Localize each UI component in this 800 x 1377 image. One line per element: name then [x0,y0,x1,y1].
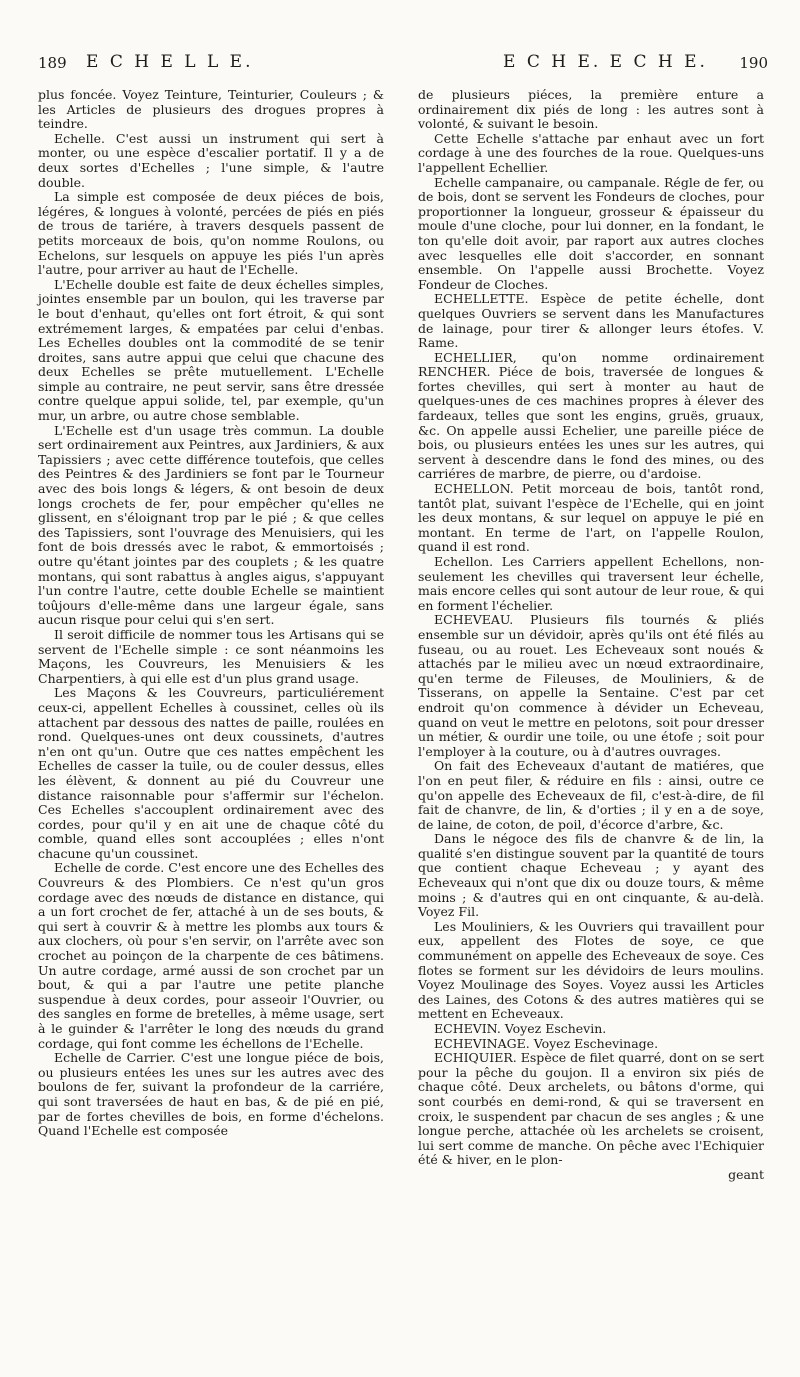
left-column [38,88,384,1139]
paragraph: Cette Echelle s'attache par enhaut avec un fort cordage à une des fourches de la roue. Quelques-uns l'appellent Echellier. [418,130,764,175]
paragraph: La simple est composée de deux piéces de bois, légéres, & longues à volonté, percées de piés en piés de trous de tariére, à travers desquels passent de petits morceaux de bois, qu'on nomme Roulons, ou Echelons, sur lesquels on appuye les piés l'un après l'autre, pour arriver au haut de l'Echelle. [38,189,384,278]
paragraph: Echelle de corde. C'est encore une des Echelles des Couvreurs & des Plombiers. Ce n'est qu'un gros cordage avec des nœuds de distance en distance, qui a un fort crochet de fer, attaché à un de ses bouts, & qui sert à couvrir & à mettre les plombs aux tours & aux clochers, où pour s'en servir, on l'arrête avec son crochet au poinçon de la charpente de ces bâtimens. Un autre cordage, armé aussi de son crochet par un bout, & qui a par l'autre une petite planche suspendue à deux cordes, pour asseoir l'Ouvrier, ou des sangles en forme de bretelles, à même usage, sert à le guinder & l'arrêter le long des nœuds du grand cordage, qui font comme les échellons de l'Echelle. [38,860,384,1051]
paragraph: de plusieurs piéces, la première enture a ordinairement dix piés de long : les autres sont à volonté, & suivant le besoin. [418,87,764,132]
page-header [38,52,768,84]
paragraph: L'Echelle est d'un usage très commun. La double sert ordinairement aux Peintres, aux Jardiniers, & aux Tapissiers ; avec cette différence toutefois, que celles des Peintres & des Jardiniers se font par le Tourneur avec des bois longs & légers, & ont besoin de deux longs crochets de fer, pour empêcher qu'elles ne glissent, en s'éloignant trop par le pié ; & que celles des Tapissiers, sont l'ouvrage des Menuisiers, qui les font de bois dressés avec le rabot, & emmortoisés ; outre qu'étant jointes par des couplets ; & les quatre montans, qui sont rabattus à angles aigus, s'appuyant l'un contre l'autre, cette double Echelle se maintient toûjours d'elle-même dans une largeur égale, sans aucun risque pour celui qui s'en sert. [38,422,384,628]
paragraph: Les Mouliniers, & les Ouvriers qui travaillent pour eux, appellent des Flotes de soye, ce que communément on appelle des Echeveaux de soye. Ces flotes se forment sur les dévidoirs de leurs moulins. Voyez Moulinage des Soyes. Voyez aussi les Articles des Laines, des Cotons & des autres matières qui se mettent en Echeveaux. [418,918,764,1022]
page-number-right: 190 [739,54,768,72]
right-column [418,88,764,1183]
catchword: geant [728,1166,764,1182]
paragraph: On fait des Echeveaux d'autant de matiéres, que l'on en peut filer, & réduire en fils : ainsi, outre ce qu'on appelle des Echeveaux de fil, c'est-à-dire, de fil fait de chanvre, de lin, & d'orties ; il y en a de soye, de laine, de coton, de poil, d'écorce d'arbre, &c. [418,758,764,832]
paragraph: Echelle de Carrier. C'est une longue piéce de bois, ou plusieurs entées les unes sur les autres avec des boulons de fer, suivant la profondeur de la carriére, qui sont traversées de haut en bas, & de pié en pié, par de fortes chevilles de bois, en forme d'échelons. Quand l'Echelle est composée [38,1050,384,1139]
paragraph: Il seroit difficile de nommer tous les Artisans qui se servent de l'Echelle simple : ce sont néanmoins les Maçons, les Couvreurs, les Menuisiers & les Charpentiers, à qui elle est d'un plus grand usage. [38,626,384,686]
paragraph: ECHEVIN. Voyez Eschevin. [434,1021,607,1036]
paragraph: ECHELLETTE. Espèce de petite échelle, dont quelques Ouvriers se servent dans les Manufactures de lainage, pour tirer & allonger leurs étofes. V. Rame. [418,291,764,351]
paragraph: Echelle. C'est aussi un instrument qui sert à monter, ou une espèce d'escalier portatif. Il y a de deux sortes d'Echelles ; l'une simple, & l'autre double. [38,130,384,190]
paragraph: Les Maçons & les Couvreurs, particuliérement ceux-ci, appellent Echelles à coussinet, celles où ils attachent par dessous des nattes de paille, roulées en rond. Quelques-unes ont deux coussinets, d'autres n'en ont qu'un. Outre que ces nattes empêchent les Echelles de casser la tuile, ou de couler dessus, elles les élèvent, & donnent au pié du Couvreur une distance raisonnable pour s'affermir sur l'échelon. Ces Echelles s'accouplent ordinairement avec des cordes, pour qu'il y en ait une de chaque côté du comble, quand elles sont accouplées ; elles n'ont chacune qu'un coussinet. [38,685,384,861]
page-number-left: 189 [38,54,67,72]
running-head-right: E C H E. E C H E. [503,52,708,72]
paragraph: ECHELLON. Petit morceau de bois, tantôt rond, tantôt plat, suivant l'espèce de l'Echelle, qui en joint les deux montans, & sur lequel on appuye le pié en montant. En terme de l'art, on l'appelle Roulon, quand il est rond. [418,481,764,555]
running-head-left: E C H E L L E. [86,52,254,72]
paragraph: L'Echelle double est faite de deux échelles simples, jointes ensemble par un boulon, qui les traverse par le bout d'enhaut, qu'elles ont fort étroit, & qui sont extrémement larges, & empatées par celui d'enbas. Les Echelles doubles ont la commodité de se tenir droites, sans autre appui que celui que chacune des deux Echelles se prête mutuellement. L'Echelle simple au contraire, ne peut servir, sans être dressée contre quelque appui solide, tel, par exemple, qu'un mur, un arbre, ou autre chose semblable. [38,276,384,424]
paragraph: ECHEVEAU. Plusieurs fils tournés & pliés ensemble sur un dévidoir, après qu'ils ont été filés au fuseau, ou au rouet. Les Echeveaux sont noués & attachés par le milieu avec un nœud extraordinaire, qu'en terme de Fileuses, de Mouliniers, & de Tisserans, on appelle la Sentaine. C'est par cet endroit qu'on commence à dévider un Echeveau, quand on veut le mettre en pelotons, soit pour dresser un métier, & ourdir une toile, ou une étofe ; soit pour l'employer à la couture, ou à d'autres ouvrages. [418,612,764,759]
paragraph: Echelle campanaire, ou campanale. Régle de fer, ou de bois, dont se servent les Fondeurs de cloches, pour proportionner la longueur, grosseur & épaisseur du moule d'une cloche, pour lui donner, en la fondant, le ton qu'elle doit avoir, par raport aux autres cloches avec lesquelles elle doit s'accorder, en sonnant ensemble. On l'appelle aussi Brochette. Voyez Fondeur de Cloches. [418,174,764,292]
paragraph: plus foncée. Voyez Teinture, Teinturier, Couleurs ; & les Articles de plusieurs des drogues propres à teindre. [38,87,384,132]
paragraph: ECHIQUIER. Espèce de filet quarré, dont on se sert pour la pêche du goujon. Il a environ six piés de chaque côté. Deux archelets, ou bâtons d'orme, qui sont courbés en demi-rond, & qui se traversent en croix, le suspendent par chacun de ses angles ; & une longue perche, attachée où les archelets se croisent, lui sert comme de manche. On pêche avec l'Echiquier été & hiver, en le plon- [418,1050,764,1168]
paragraph: Echellon. Les Carriers appellent Echellons, non-seulement les chevilles qui traversent leur échelle, mais encore celles qui sont autour de leur roue, & qui en forment l'échelier. [418,554,764,613]
paragraph: ECHELLIER, qu'on nomme ordinairement RENCHER. Piéce de bois, traversée de longues & fortes chevilles, qui sert à monter au haut de quelques-unes de ces machines propres à élever des fardeaux, telles que sont les engins, gruës, gruaux, &c. On appelle aussi Echelier, une pareille piéce de bois, ou plusieurs entées les unes sur les autres, qui servent à descendre dans le fond des mines, ou des carriéres de marbre, de pierre, ou d'ardoise. [418,349,764,482]
paragraph: Dans le négoce des fils de chanvre & de lin, la qualité s'en distingue souvent par la quantité de tours que contient chaque Echeveau ; y ayant des Echeveaux qui n'ont que dix ou douze tours, & même moins ; & d'autres qui en ont cinquante, & au-delà. Voyez Fil. [418,831,764,920]
paragraph: ECHEVINAGE. Voyez Eschevinage. [434,1035,659,1051]
